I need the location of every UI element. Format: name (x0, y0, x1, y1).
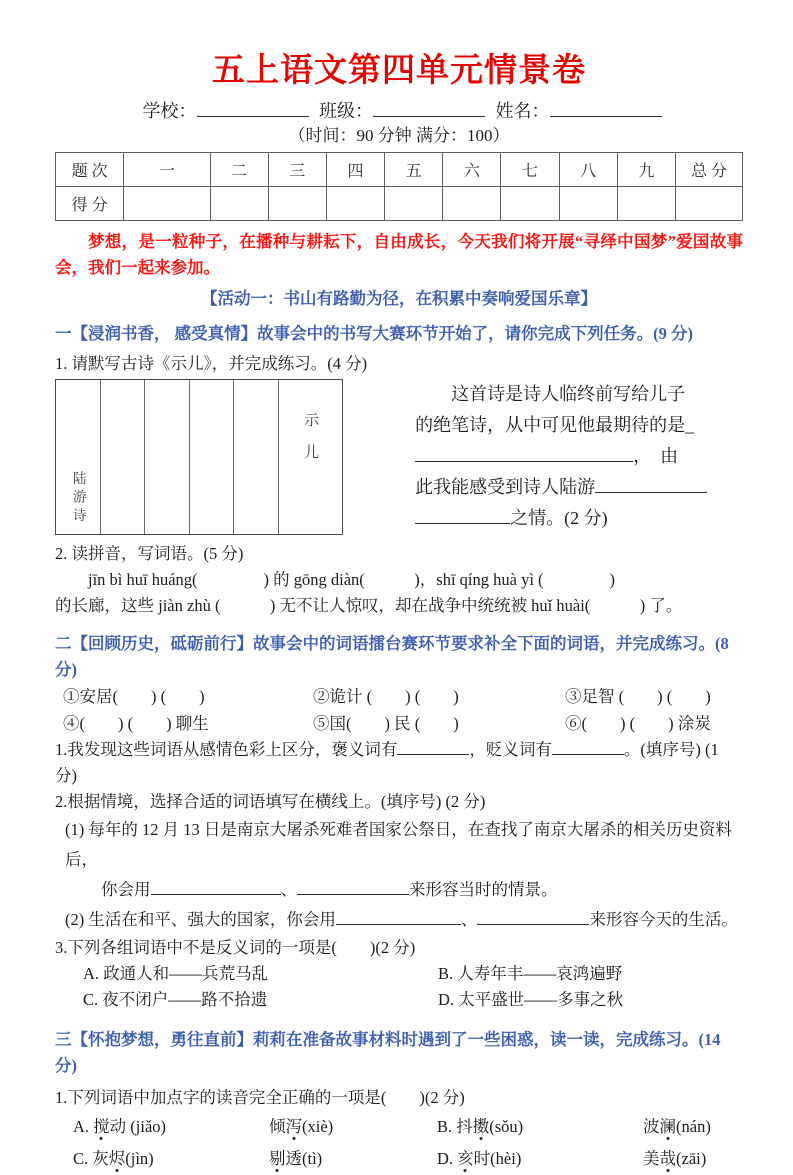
section3-heading: 三【怀抱梦想，勇往直前】莉莉在准备故事材料时遇到了一些困惑，读一读，完成练习。(14 分) (55, 1030, 721, 1075)
note-line-5 (415, 503, 743, 534)
dotted-char: 搅 (93, 1117, 110, 1136)
pron-option-b2 (643, 1111, 743, 1143)
class-blank (373, 102, 485, 117)
poem-title-column (279, 380, 342, 534)
word-item-5: ⑤国( ) 民 ( ) (313, 714, 459, 733)
option-label: C. (73, 1149, 93, 1168)
score-cell-3 (268, 187, 326, 221)
pinyin-reading: (sǒu) (489, 1117, 524, 1136)
dotted-char: 烬 (108, 1149, 126, 1168)
dotted-char: 擞 (472, 1117, 490, 1136)
score-header-total: 总 分 (676, 153, 743, 187)
word-pre: 波 (643, 1117, 660, 1136)
word-item-6: ⑥( ) ( ) 涂炭 (565, 714, 711, 733)
s2q2-2-text-a: (2) 生活在和平、强大的国家，你会用 (65, 910, 336, 929)
score-table (55, 152, 743, 221)
option-label: D. (437, 1149, 458, 1168)
option-c: C. 夜不闭户——路不拾遗 (83, 990, 268, 1009)
poem-row (55, 379, 743, 535)
score-header-4: 四 (326, 153, 384, 187)
score-cell-7 (501, 187, 559, 221)
option-b: B. 人寿年丰——哀鸿遍野 (438, 964, 623, 983)
word-item-1: ①安居( ) ( ) (63, 687, 205, 706)
life-word-blank-2 (477, 910, 589, 925)
score-header-timu: 题 次 (56, 153, 124, 187)
dotted-char: 哉 (659, 1149, 676, 1168)
word-pre: 倾 (269, 1117, 286, 1136)
pron-option-c2 (269, 1143, 437, 1175)
score-cell-4 (326, 187, 384, 221)
scene-word-blank-2 (297, 880, 409, 895)
score-cell-8 (559, 187, 617, 221)
option-d: D. 太平盛世——多事之秋 (438, 990, 624, 1009)
score-cell-6 (443, 187, 501, 221)
positive-words-blank (397, 740, 469, 755)
score-header-2: 二 (210, 153, 268, 187)
poem-title: 示儿 (302, 412, 319, 476)
pinyin-reading: (zāi) (676, 1149, 707, 1168)
score-header-3: 三 (268, 153, 326, 187)
option-label: A. (73, 1117, 94, 1136)
answer-blank-feeling-2 (415, 509, 510, 524)
pinyin-line-1: jīn bì huī huáng( ) 的 gōng diàn( )，shī qíng huà yì ( ) (88, 570, 616, 589)
dotted-char: 亥 (457, 1149, 474, 1168)
score-header-8: 八 (559, 153, 617, 187)
pron-option-a2 (269, 1111, 437, 1143)
pinyin-reading: (jiǎo) (130, 1117, 167, 1136)
score-header-6: 六 (443, 153, 501, 187)
word-post: 透 (285, 1149, 302, 1168)
life-word-blank-1 (336, 910, 461, 925)
s2q1-text-b: ，贬义词有 (469, 740, 552, 759)
school-label: 学校： (142, 101, 197, 121)
poem-note-block (415, 379, 743, 535)
dotted-char: 泻 (285, 1117, 302, 1136)
score-header-1: 一 (124, 153, 210, 187)
word-completion-grid (55, 683, 743, 737)
score-header-5: 五 (385, 153, 443, 187)
class-label: 班级： (319, 101, 373, 121)
poem-signature-column (56, 380, 101, 534)
pinyin-reading: (hèi) (490, 1149, 522, 1168)
word-item-2: ②诡计 ( ) ( ) (313, 687, 459, 706)
section3-question1: 1.下列词语中加点字的读音完全正确的一项是( )(2 分) (55, 1088, 465, 1107)
s2q2-1-text-c: 、 (280, 880, 297, 899)
score-cell-1 (124, 187, 210, 221)
word-post: 动 (109, 1117, 131, 1136)
note-line-2: 的绝笔诗，从中可见他最期待的是_ (415, 415, 695, 435)
section2-question2: 2.根据情境，选择合适的词语填写在横线上。(填序号) (2 分) (55, 792, 486, 811)
score-table-header-row (56, 153, 743, 187)
pron-option-d1 (437, 1143, 643, 1175)
poem-blank-column-3 (190, 380, 235, 534)
poem-signature: 陆游诗 (70, 470, 86, 526)
note-line-5-text: 之情。(2 分) (510, 508, 608, 528)
name-label: 姓名： (495, 101, 550, 121)
word-item-3: ③足智 ( ) ( ) (565, 687, 711, 706)
s2q1-text-a: 1.我发现这些词语从感情色彩上区分，褒义词有 (55, 740, 398, 759)
section2-q2-sub1-line2 (55, 875, 743, 905)
exam-meta: （时间：90 分钟 满分：100） (288, 126, 510, 145)
pron-option-a1 (73, 1111, 269, 1143)
score-cell-total (676, 187, 743, 221)
note-line-1: 这首诗是诗人临终前写给儿子 (451, 384, 686, 404)
score-cell-5 (385, 187, 443, 221)
s2q2-1-text-d: 来形容当时的情景。 (409, 880, 558, 899)
section2-question1 (55, 737, 743, 789)
score-label-cell: 得 分 (56, 187, 124, 221)
poem-blank-column-2 (145, 380, 190, 534)
word-pre: 抖 (456, 1117, 473, 1136)
student-info-row (55, 98, 743, 124)
dotted-char: 剔 (269, 1149, 286, 1168)
note-line-3 (415, 441, 743, 472)
scene-word-blank-1 (151, 880, 281, 895)
section2-question3: 3.下列各组词语中不是反义词的一项是( )(2 分) (55, 938, 416, 957)
section1-heading: 一【浸润书香， 感受真情】故事会中的书写大赛环节开始了，请你完成下列任务。(9 分) (55, 324, 693, 343)
poem-blank-column-4 (234, 380, 279, 534)
pron-option-c1 (73, 1143, 269, 1175)
note-line-3-text: ， 由 (633, 446, 679, 466)
poem-blank-column-1 (101, 380, 146, 534)
word-item-4: ④( ) ( ) 聊生 (63, 714, 209, 733)
pinyin-line-2: 的长廊，这些 jiàn zhù ( ) 无不让人惊叹，却在战争中统统被 huǐ huài( ) 了。 (55, 596, 683, 615)
section1-question1: 1. 请默写古诗《示儿》，并完成练习。(4 分) (55, 354, 368, 373)
pinyin-reading: (xiè) (302, 1117, 334, 1136)
s2q2-2-text-b: 、 (460, 910, 478, 929)
school-blank (197, 102, 309, 117)
word-pre: 美 (643, 1149, 660, 1168)
intro-paragraph: 梦想，是一粒种子，在播种与耕耘下，自由成长，今天我们将开展“寻绎中国梦”爱国故事会，我们一起来参加。 (55, 232, 743, 277)
negative-words-blank (552, 740, 624, 755)
s2q2-1-text-b: 你会用 (101, 880, 151, 899)
option-a: A. 政通人和——兵荒马乱 (83, 964, 269, 983)
score-header-9: 九 (617, 153, 675, 187)
section2-q2-sub2 (55, 905, 743, 935)
score-header-7: 七 (501, 153, 559, 187)
note-line-4 (415, 472, 743, 503)
pronunciation-options-grid (55, 1111, 743, 1175)
answer-blank-feeling-1 (595, 478, 707, 493)
section2-heading: 二【回顾历史，砥砺前行】故事会中的词语擂台赛环节要求补全下面的词语，并完成练习。(8 分) (55, 634, 729, 679)
antonym-options-grid (55, 961, 743, 1013)
answer-blank-expectation (415, 447, 633, 462)
score-cell-9 (617, 187, 675, 221)
word-post: 时 (473, 1149, 491, 1168)
s2q1-text-c: 。(填序号) (1 分) (55, 740, 719, 785)
option-label: B. (437, 1117, 457, 1136)
poem-writing-grid (55, 379, 343, 535)
word-pre: 灰 (92, 1149, 109, 1168)
score-cell-2 (210, 187, 268, 221)
pinyin-reading: (tì) (302, 1149, 323, 1168)
note-line-4-text: 此我能感受到诗人陆游 (415, 477, 596, 497)
pinyin-reading: (nán) (676, 1117, 711, 1136)
name-blank (550, 102, 662, 117)
pron-option-b1 (437, 1111, 643, 1143)
activity-banner: 【活动一：书山有路勤为径，在积累中奏响爱国乐章】 (201, 289, 597, 308)
page-title: 五上语文第四单元情景卷 (212, 53, 586, 89)
s2q2-2-text-c: 来形容今天的生活。 (589, 910, 738, 929)
score-table-score-row (56, 187, 743, 221)
pron-option-d2 (643, 1143, 743, 1175)
section1-question2: 2. 读拼音，写词语。(5 分) (55, 544, 244, 563)
dotted-char: 澜 (659, 1117, 676, 1136)
section2-q2-sub1-line1: (1) 每年的 12 月 13 日是南京大屠杀死难者国家公祭日，在查找了南京大屠杀的相关历史资料后， (65, 820, 732, 869)
pinyin-reading: (jìn) (125, 1149, 154, 1168)
